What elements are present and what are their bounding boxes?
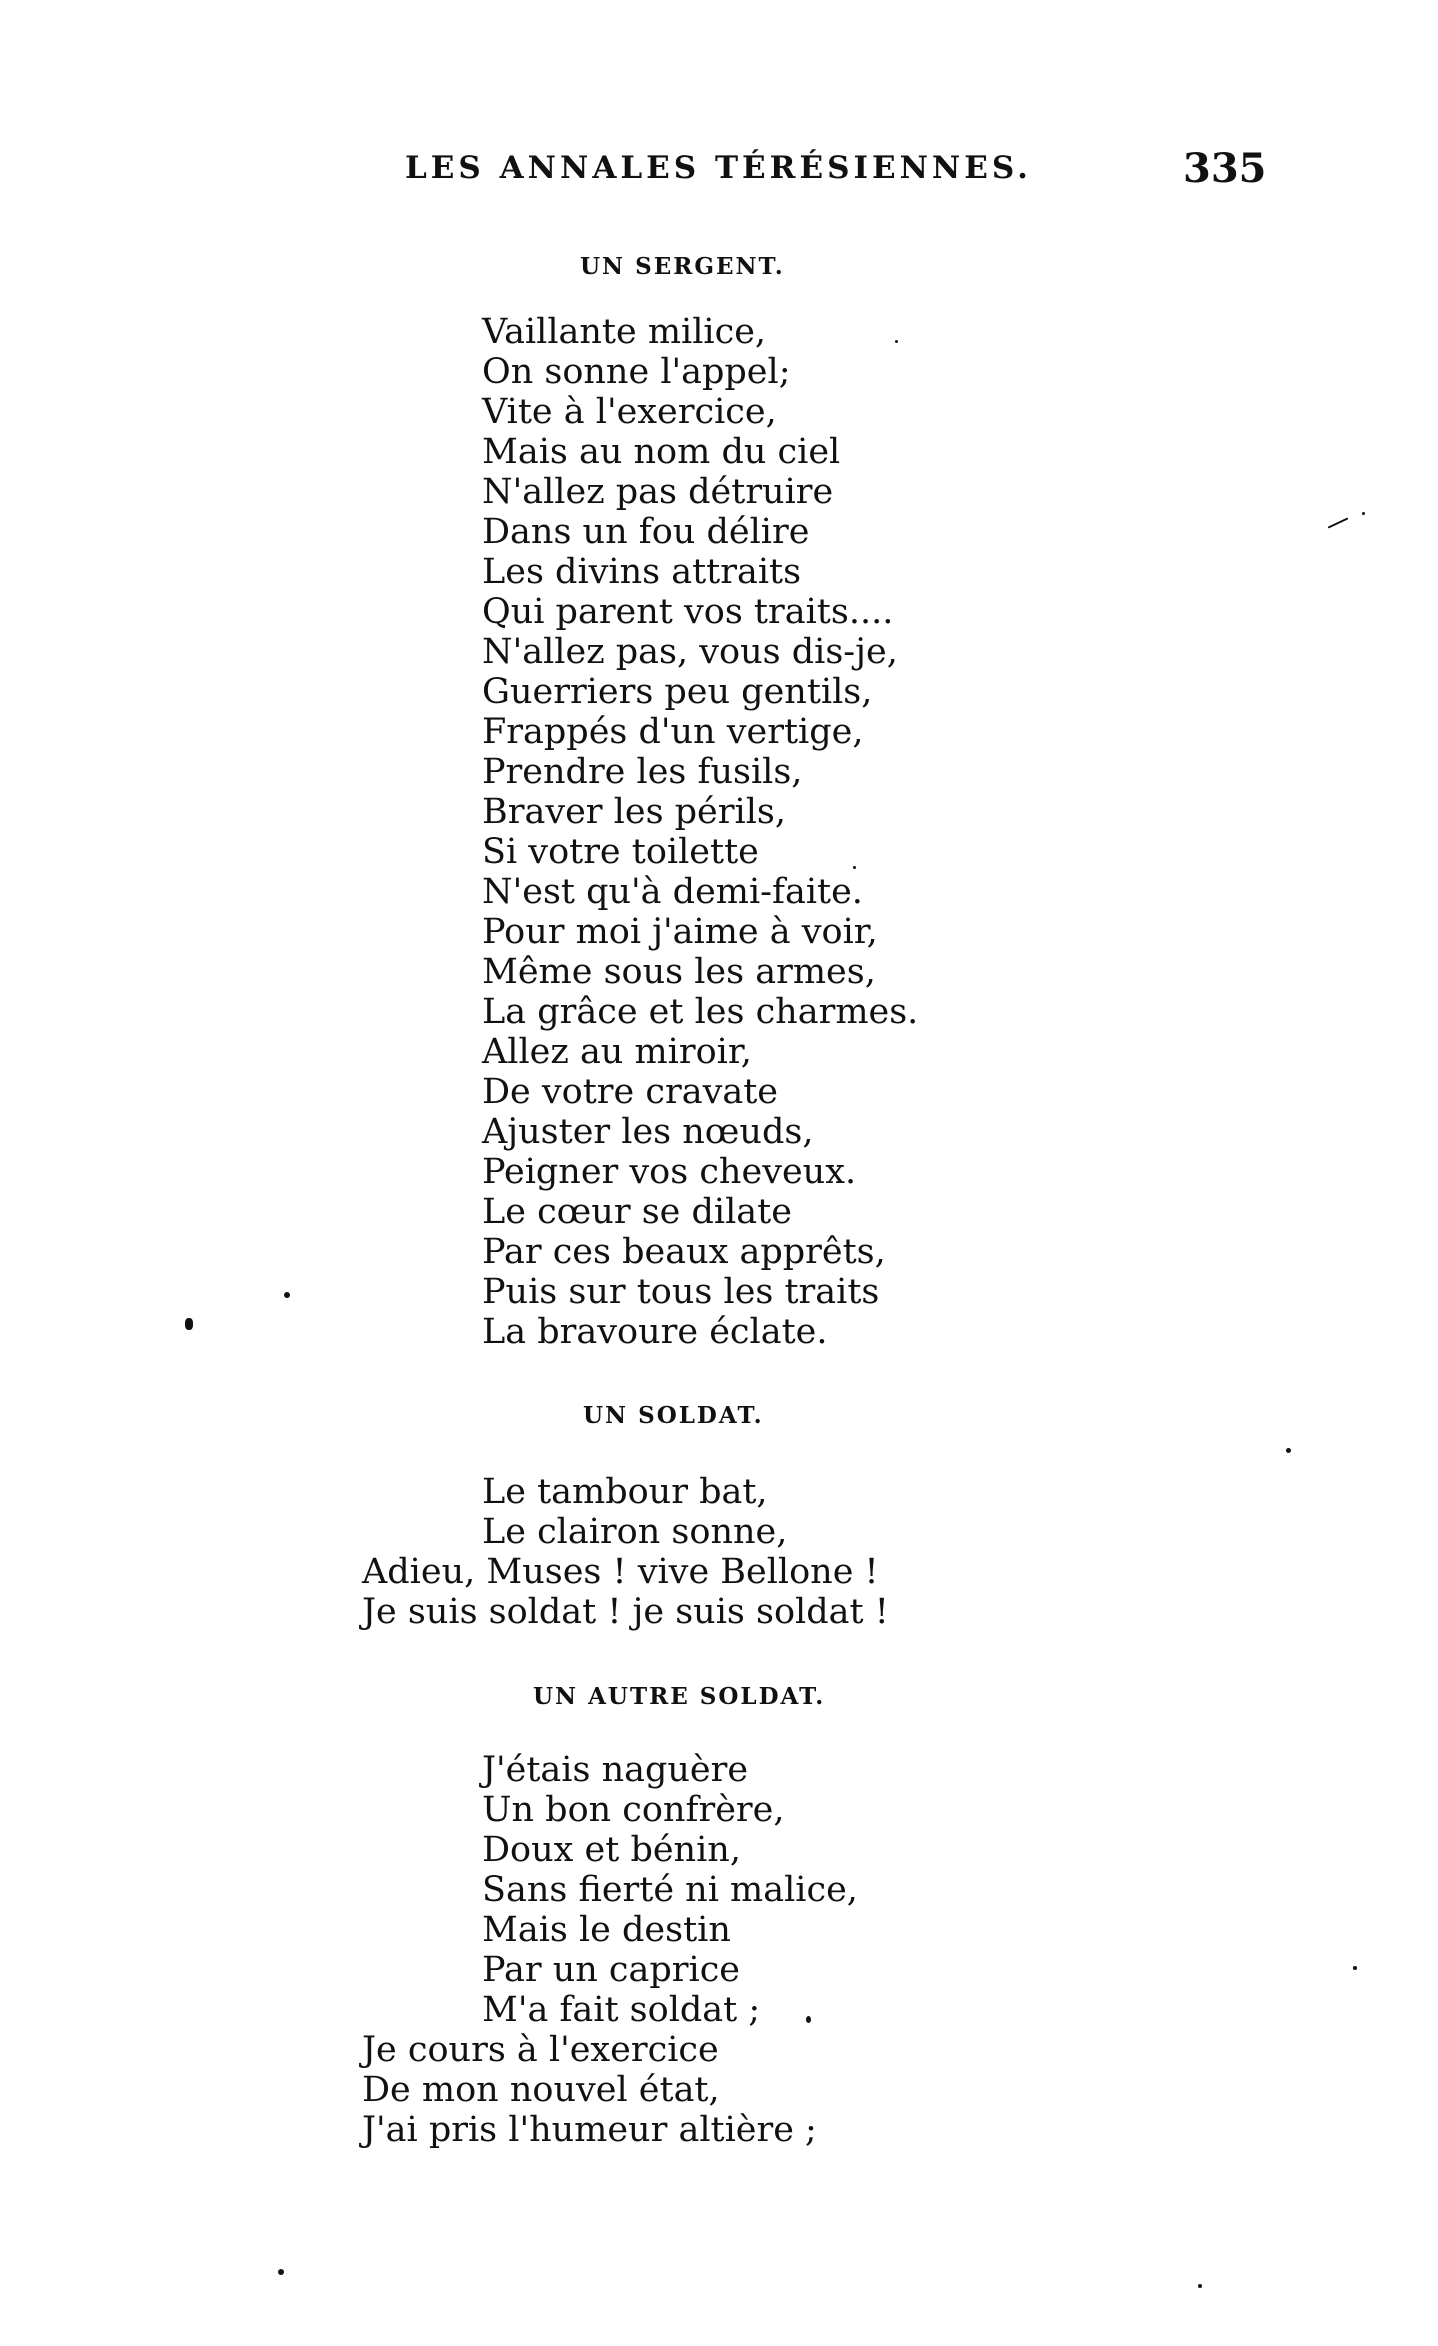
scan-speck bbox=[895, 340, 898, 343]
scan-speck bbox=[1353, 1966, 1357, 1970]
verse-line: Le cœur se dilate bbox=[482, 1192, 792, 1232]
page-number: 335 bbox=[1183, 145, 1267, 192]
scan-speck bbox=[1362, 512, 1365, 515]
verse-line: On sonne l'appel; bbox=[482, 352, 791, 392]
verse-line: Sans fierté ni malice, bbox=[482, 1870, 858, 1910]
scan-speck bbox=[853, 866, 856, 869]
verse-line: La bravoure éclate. bbox=[482, 1312, 828, 1352]
verse-line: Par un caprice bbox=[482, 1950, 741, 1990]
verse-line: La grâce et les charmes. bbox=[482, 992, 919, 1032]
scan-speck bbox=[278, 2269, 284, 2275]
verse-line: N'allez pas, vous dis-je, bbox=[482, 632, 898, 672]
verse-line: Adieu, Muses ! vive Bellone ! bbox=[362, 1552, 879, 1592]
running-head: LES ANNALES TÉRÉSIENNES. bbox=[405, 150, 1032, 186]
verse-line: Ajuster les nœuds, bbox=[482, 1112, 814, 1152]
verse-line: Allez au miroir, bbox=[482, 1032, 752, 1072]
verse-line: Par ces beaux apprêts, bbox=[482, 1232, 886, 1272]
verse-line: Les divins attraits bbox=[482, 552, 802, 592]
scan-speck bbox=[1328, 517, 1349, 528]
verse-line: Peigner vos cheveux. bbox=[482, 1152, 857, 1192]
verse-line: Le clairon sonne, bbox=[482, 1512, 788, 1552]
verse-line: M'a fait soldat ; bbox=[482, 1990, 761, 2030]
verse-line: Dans un fou délire bbox=[482, 512, 810, 552]
verse-line: N'allez pas détruire bbox=[482, 472, 834, 512]
verse-line: Je suis soldat ! je suis soldat ! bbox=[362, 1592, 889, 1632]
speaker-heading-autre-soldat: UN AUTRE SOLDAT. bbox=[533, 1683, 826, 1710]
verse-line: Mais le destin bbox=[482, 1910, 731, 1950]
verse-line: N'est qu'à demi-faite. bbox=[482, 872, 863, 912]
verse-line: Prendre les fusils, bbox=[482, 752, 803, 792]
verse-line: Vaillante milice, bbox=[482, 312, 767, 352]
scan-speck bbox=[1286, 1448, 1291, 1453]
verse-line: Puis sur tous les traits bbox=[482, 1272, 880, 1312]
scan-speck bbox=[1198, 2284, 1202, 2288]
verse-line: Je cours à l'exercice bbox=[362, 2030, 719, 2070]
verse-line: De votre cravate bbox=[482, 1072, 778, 1112]
verse-line: Guerriers peu gentils, bbox=[482, 672, 873, 712]
verse-line: Frappés d'un vertige, bbox=[482, 712, 864, 752]
verse-line: Le tambour bat, bbox=[482, 1472, 768, 1512]
verse-line: Braver les périls, bbox=[482, 792, 786, 832]
verse-line: Mais au nom du ciel bbox=[482, 432, 841, 472]
verse-line: De mon nouvel état, bbox=[362, 2070, 720, 2110]
verse-line: Vite à l'exercice, bbox=[482, 392, 777, 432]
speaker-heading-soldat: UN SOLDAT. bbox=[583, 1402, 764, 1429]
scan-speck bbox=[806, 2016, 811, 2023]
verse-line: Doux et bénin, bbox=[482, 1830, 741, 1870]
verse-line: Même sous les armes, bbox=[482, 952, 876, 992]
verse-line: Si votre toilette bbox=[482, 832, 759, 872]
speaker-heading-sergent: UN SERGENT. bbox=[580, 253, 785, 280]
verse-line: J'ai pris l'humeur altière ; bbox=[362, 2110, 817, 2150]
verse-line: Qui parent vos traits.... bbox=[482, 592, 894, 632]
verse-line: Pour moi j'aime à voir, bbox=[482, 912, 878, 952]
scan-speck bbox=[284, 1292, 290, 1298]
verse-line: Un bon confrère, bbox=[482, 1790, 785, 1830]
scan-speck bbox=[185, 1318, 193, 1330]
verse-line: J'étais naguère bbox=[482, 1750, 749, 1790]
